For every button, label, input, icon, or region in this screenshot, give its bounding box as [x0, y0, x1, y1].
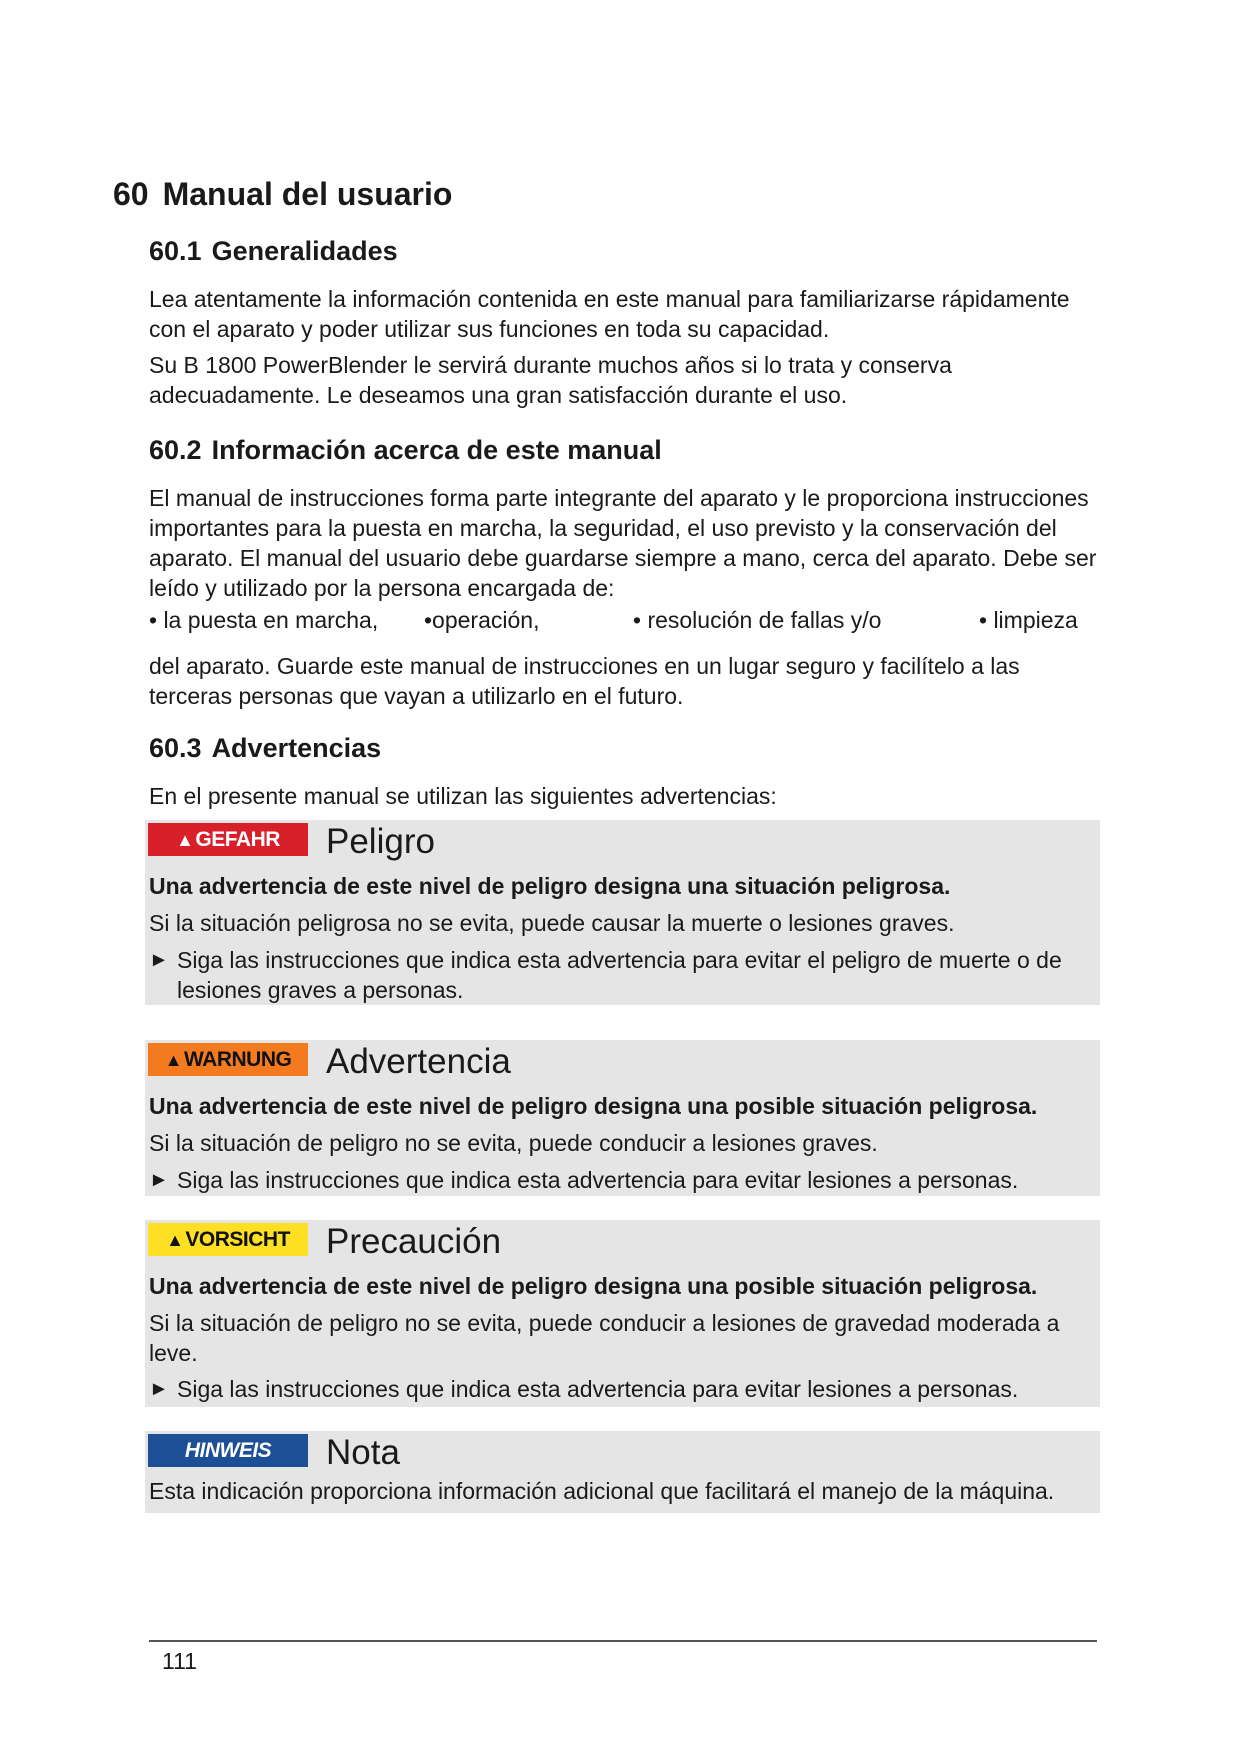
note-title: Nota: [326, 1433, 400, 1472]
responsibility-bullet-list: [149, 607, 1109, 637]
chapter-title: Manual del usuario: [162, 176, 453, 212]
section-number: 60.1: [149, 236, 202, 266]
warning-text: Si la situación peligrosa no se evita, puede causar la muerte o lesiones graves.: [149, 910, 955, 936]
warning-box-precaucion: [145, 1220, 1100, 1407]
warning-badge: [148, 1043, 308, 1076]
warning-triangle-icon: ▲: [164, 1050, 182, 1070]
warning-title: Peligro: [326, 822, 435, 861]
paragraph: del aparato. Guarde este manual de instrucciones en un lugar seguro y facilítelo a las terceras personas que vayan a utilizarlo en el futuro.: [149, 653, 1020, 709]
section-title: Advertencias: [211, 733, 382, 763]
instruction-text: Siga las instrucciones que indica esta advertencia para evitar lesiones a personas.: [177, 1376, 1019, 1402]
note-text: Esta indicación proporciona información adicional que facilitará el manejo de la máquina.: [149, 1478, 1055, 1504]
warning-box-advertencia: [145, 1040, 1100, 1196]
section-body-advertencias: [149, 781, 1099, 811]
note-badge: HINWEIS: [148, 1434, 308, 1467]
section-heading-informacion-manual: [149, 435, 662, 466]
instruction-text: Siga las instrucciones que indica esta advertencia para evitar el peligro de muerte o de lesiones graves a personas.: [177, 947, 1062, 1003]
instruction-arrow-icon: ►: [149, 949, 169, 971]
section-body-continued: [149, 651, 1099, 711]
section-body-informacion-manual: [149, 483, 1099, 603]
warning-triangle-icon: ▲: [166, 1230, 184, 1250]
section-heading-generalidades: [149, 236, 398, 267]
paragraph: En el presente manual se utilizan las siguientes advertencias:: [149, 783, 777, 809]
warning-headline: Una advertencia de este nivel de peligro designa una posible situación peligrosa.: [149, 1093, 1038, 1119]
instruction-arrow-icon: ►: [149, 1169, 169, 1191]
paragraph: Su B 1800 PowerBlender le servirá durante muchos años si lo trata y conserva adecuadamente. Le deseamos una gran satisfacción durante el uso.: [149, 352, 952, 408]
bullet-item: •operación,: [424, 607, 540, 633]
instruction-text: Siga las instrucciones que indica esta advertencia para evitar lesiones a personas.: [177, 1167, 1019, 1193]
danger-badge: [148, 823, 308, 856]
bullet-item: • resolución de fallas y/o: [633, 607, 882, 633]
warning-headline: Una advertencia de este nivel de peligro designa una posible situación peligrosa.: [149, 1273, 1038, 1299]
warning-box-peligro: [145, 820, 1100, 1005]
paragraph: Lea atentamente la información contenida en este manual para familiarizarse rápidamente con el aparato y poder utilizar sus funciones en toda su capacidad.: [149, 286, 1070, 342]
instruction-arrow-icon: ►: [149, 1378, 169, 1400]
warning-instruction: [149, 1374, 1094, 1404]
warning-title: Advertencia: [326, 1042, 511, 1081]
section-number: 60.3: [149, 733, 202, 763]
warning-title: Precaución: [326, 1222, 502, 1261]
caution-badge: [148, 1223, 308, 1256]
bullet-item: • limpieza: [979, 607, 1078, 633]
section-number: 60.2: [149, 435, 202, 465]
page-number: 111: [162, 1648, 197, 1674]
section-heading-advertencias: [149, 733, 381, 764]
chapter-number: 60: [113, 176, 149, 212]
section-title: Información acerca de este manual: [211, 435, 662, 465]
section-body-generalidades: [149, 284, 1099, 410]
warning-text: Si la situación de peligro no se evita, puede conducir a lesiones de gravedad moderada a leve.: [149, 1310, 1060, 1366]
footer-divider: [149, 1640, 1097, 1642]
warning-text: Si la situación de peligro no se evita, puede conducir a lesiones graves.: [149, 1130, 878, 1156]
warning-instruction: [149, 1165, 1094, 1195]
paragraph: El manual de instrucciones forma parte integrante del aparato y le proporciona instrucciones importantes para la puesta en marcha, la seguridad, el uso previsto y la conservación del aparato. El manual del usuario debe guardarse siempre a mano, cerca del aparato. Debe ser leído y utilizado por la persona encargada de:: [149, 485, 1097, 601]
chapter-heading: [113, 176, 452, 213]
warning-triangle-icon: ▲: [176, 830, 194, 850]
warning-instruction: [149, 945, 1094, 1005]
badge-label: GEFAHR: [195, 828, 280, 851]
bullet-item: • la puesta en marcha,: [149, 607, 379, 633]
warning-headline: Una advertencia de este nivel de peligro designa una situación peligrosa.: [149, 873, 951, 899]
section-title: Generalidades: [211, 236, 398, 266]
badge-label: VORSICHT: [185, 1228, 290, 1251]
note-box: [145, 1431, 1100, 1513]
badge-label: WARNUNG: [184, 1048, 292, 1071]
